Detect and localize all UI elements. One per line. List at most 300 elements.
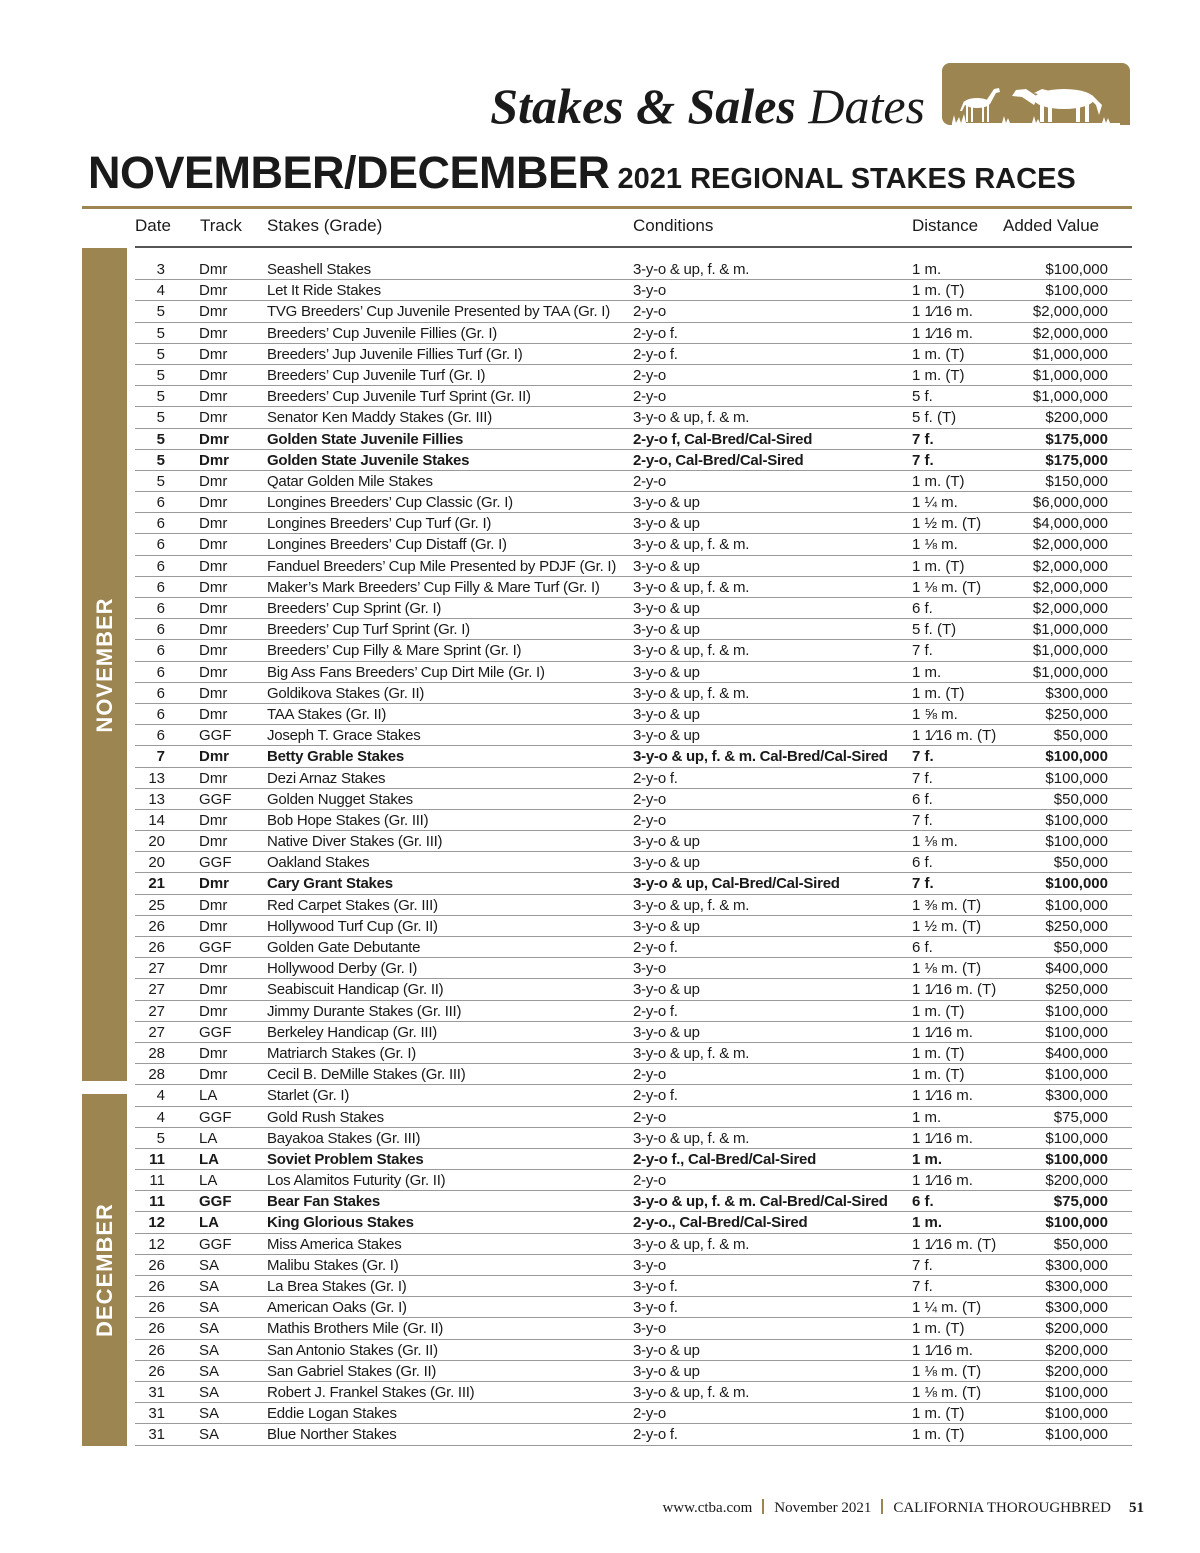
- race-conditions: 3-y-o & up, f. & m.: [633, 536, 750, 554]
- race-conditions: 3-y-o & up: [633, 705, 700, 723]
- race-added-value: $50,000: [1053, 939, 1108, 956]
- race-track: Dmr: [199, 684, 228, 702]
- race-stakes: Soviet Problem Stakes: [267, 1150, 424, 1168]
- race-conditions: 3-y-o & up: [633, 727, 700, 745]
- race-stakes: Seabiscuit Handicap (Gr. II): [267, 981, 444, 999]
- race-distance: 1 ⅝ m.: [912, 705, 958, 723]
- race-conditions: 2-y-o: [633, 388, 666, 406]
- race-distance: 6 f.: [912, 600, 933, 617]
- race-conditions: 3-y-o & up, f. & m.: [633, 578, 750, 596]
- race-conditions: 3-y-o & up, f. & m. Cal-Bred/Cal-Sired: [633, 748, 888, 766]
- table-row: [135, 746, 1132, 767]
- race-date: 6: [156, 705, 165, 723]
- race-stakes: Los Alamitos Futurity (Gr. II): [267, 1172, 446, 1190]
- race-conditions: 3-y-o & up: [633, 663, 700, 681]
- table-row: [135, 577, 1132, 598]
- race-track: Dmr: [199, 388, 228, 406]
- race-track: Dmr: [199, 642, 228, 660]
- table-row: [135, 1382, 1132, 1403]
- race-distance: 1 m.: [912, 1214, 943, 1232]
- race-date: 5: [156, 472, 165, 490]
- race-track: GGF: [199, 1193, 232, 1211]
- race-conditions: 3-y-o & up, f. & m.: [633, 684, 750, 702]
- section-title-normal: Dates: [808, 78, 925, 134]
- table-row: [135, 344, 1132, 365]
- race-added-value: $50,000: [1053, 854, 1108, 872]
- race-conditions: 3-y-o & up: [633, 1023, 700, 1041]
- race-distance: 1 m. (T): [912, 1066, 965, 1084]
- race-track: Dmr: [199, 1044, 228, 1062]
- race-track: Dmr: [199, 578, 228, 596]
- race-track: Dmr: [199, 409, 228, 427]
- footer-separator: [762, 1499, 764, 1514]
- month-band-december: [82, 1094, 127, 1446]
- race-distance: 1 ⅛ m. (T): [912, 578, 982, 596]
- race-track: GGF: [199, 939, 232, 956]
- race-distance: 7 f.: [912, 769, 933, 787]
- table-row: [135, 1361, 1132, 1382]
- race-track: Dmr: [199, 451, 230, 469]
- race-added-value: $100,000: [1045, 1150, 1108, 1168]
- race-date: 26: [148, 1256, 165, 1274]
- race-date: 31: [148, 1383, 165, 1401]
- race-date: 5: [156, 451, 165, 469]
- race-date: 5: [156, 430, 165, 448]
- race-date: 5: [156, 324, 165, 342]
- race-stakes: Breeders’ Cup Juvenile Fillies (Gr. I): [267, 324, 498, 342]
- col-header-added-value: Added Value: [1003, 216, 1100, 235]
- race-stakes: Malibu Stakes (Gr. I): [267, 1256, 399, 1274]
- table-row: [135, 1022, 1132, 1043]
- race-conditions: 2-y-o f.: [633, 324, 678, 342]
- race-stakes: Miss America Stakes: [267, 1235, 402, 1253]
- page-number: 51: [1129, 1500, 1144, 1516]
- race-track: Dmr: [199, 811, 228, 829]
- race-conditions: 2-y-o f.: [633, 1002, 678, 1020]
- race-distance: 1 ⅛ m.: [912, 536, 958, 554]
- race-added-value: $2,000,000: [1032, 536, 1108, 554]
- race-distance: 1 ⅛ m. (T): [912, 1362, 982, 1380]
- race-distance: 1 m. (T): [912, 557, 965, 575]
- race-added-value: $75,000: [1053, 1193, 1108, 1211]
- table-row: [135, 958, 1132, 979]
- table-row: [135, 640, 1132, 661]
- race-date: 6: [156, 494, 165, 512]
- race-track: Dmr: [199, 494, 228, 512]
- race-distance: 1 m. (T): [912, 1405, 965, 1423]
- race-added-value: $1,000,000: [1032, 345, 1108, 363]
- race-track: GGF: [199, 1023, 232, 1041]
- race-stakes: American Oaks (Gr. I): [267, 1299, 407, 1317]
- race-added-value: $100,000: [1045, 833, 1108, 851]
- race-stakes: Breeders’ Cup Sprint (Gr. I): [267, 600, 442, 617]
- race-stakes: Red Carpet Stakes (Gr. III): [267, 896, 438, 914]
- race-added-value: $2,000,000: [1032, 557, 1108, 575]
- race-date: 6: [156, 663, 165, 681]
- race-distance: 7 f.: [912, 748, 934, 766]
- race-distance: 1 m. (T): [912, 1002, 965, 1020]
- race-conditions: 3-y-o f.: [633, 1278, 678, 1295]
- race-stakes: Seashell Stakes: [267, 261, 371, 278]
- race-track: Dmr: [199, 1002, 228, 1020]
- race-track: SA: [199, 1362, 220, 1380]
- race-track: LA: [199, 1129, 218, 1147]
- race-added-value: $100,000: [1045, 748, 1108, 766]
- race-distance: 1 1⁄16 m. (T): [912, 727, 997, 745]
- race-conditions: 2-y-o: [633, 1108, 666, 1126]
- title-divider: [82, 206, 1132, 209]
- race-track: SA: [199, 1320, 220, 1338]
- page-heading: [88, 147, 1076, 199]
- race-track: Dmr: [199, 430, 230, 448]
- race-distance: 1 m. (T): [912, 1426, 965, 1444]
- col-header-date: Date: [135, 216, 171, 235]
- table-row: [135, 492, 1132, 513]
- race-distance: 6 f.: [912, 854, 933, 872]
- table-row: [135, 937, 1132, 958]
- race-added-value: $100,000: [1045, 1405, 1108, 1423]
- race-distance: 1 1⁄16 m.: [912, 1172, 973, 1190]
- race-distance: 1 m. (T): [912, 684, 965, 702]
- race-conditions: 2-y-o f.: [633, 345, 678, 363]
- race-added-value: $400,000: [1045, 960, 1108, 978]
- race-distance: 1 m. (T): [912, 282, 965, 300]
- race-stakes: Breeders’ Cup Turf Sprint (Gr. I): [267, 621, 470, 639]
- race-stakes: Hollywood Derby (Gr. I): [267, 960, 418, 978]
- race-added-value: $175,000: [1045, 451, 1108, 469]
- race-stakes: San Gabriel Stakes (Gr. II): [267, 1362, 437, 1380]
- race-added-value: $50,000: [1053, 727, 1108, 745]
- table-row: [135, 1424, 1132, 1445]
- race-added-value: $300,000: [1045, 684, 1108, 702]
- table-row: [135, 365, 1132, 386]
- race-distance: 1 m. (T): [912, 472, 965, 490]
- race-stakes: Qatar Golden Mile Stakes: [267, 472, 433, 490]
- race-conditions: 2-y-o., Cal-Bred/Cal-Sired: [633, 1214, 808, 1232]
- race-conditions: 3-y-o & up: [633, 494, 700, 512]
- race-stakes: Golden State Juvenile Fillies: [267, 430, 464, 448]
- race-distance: 1 1⁄16 m. (T): [912, 1235, 997, 1253]
- race-distance: 7 f.: [912, 451, 934, 469]
- race-date: 26: [148, 917, 165, 935]
- race-conditions: 2-y-o: [633, 1172, 666, 1190]
- race-date: 26: [148, 1341, 165, 1359]
- race-added-value: $200,000: [1045, 409, 1108, 427]
- race-track: LA: [199, 1150, 219, 1168]
- table-row: [135, 259, 1132, 280]
- race-added-value: $6,000,000: [1032, 494, 1108, 512]
- race-stakes: Breeders’ Jup Juvenile Fillies Turf (Gr. I): [267, 345, 523, 363]
- race-conditions: 3-y-o & up: [633, 1362, 700, 1380]
- race-added-value: $200,000: [1045, 1172, 1108, 1190]
- table-row: [135, 1107, 1132, 1128]
- col-header-conditions: Conditions: [633, 216, 714, 235]
- race-distance: 7 f.: [912, 642, 933, 660]
- col-header-stakes: Stakes (Grade): [267, 216, 383, 235]
- race-distance: 5 f.: [912, 388, 933, 406]
- race-date: 27: [148, 1002, 165, 1020]
- race-added-value: $100,000: [1045, 261, 1108, 278]
- race-stakes: La Brea Stakes (Gr. I): [267, 1278, 407, 1295]
- race-stakes: Robert J. Frankel Stakes (Gr. III): [267, 1383, 475, 1401]
- race-distance: 1 m.: [912, 1108, 942, 1126]
- race-date: 4: [156, 1108, 165, 1126]
- race-added-value: $200,000: [1045, 1320, 1108, 1338]
- race-distance: 1 m. (T): [912, 366, 965, 384]
- race-date: 6: [156, 515, 165, 533]
- race-stakes: Golden Nugget Stakes: [267, 790, 413, 808]
- race-track: Dmr: [199, 705, 228, 723]
- race-added-value: $250,000: [1045, 981, 1108, 999]
- race-stakes: Starlet (Gr. I): [267, 1087, 350, 1105]
- table-row: [135, 1064, 1132, 1085]
- race-distance: 5 f. (T): [912, 621, 957, 639]
- race-added-value: $50,000: [1053, 1235, 1108, 1253]
- race-conditions: 2-y-o: [633, 366, 666, 384]
- section-title-bold: Stakes & Sales: [490, 78, 796, 134]
- race-date: 5: [156, 366, 165, 384]
- race-distance: 1 1⁄16 m.: [912, 1023, 973, 1041]
- race-track: Dmr: [199, 303, 228, 321]
- race-added-value: $400,000: [1045, 1044, 1108, 1062]
- race-date: 6: [156, 642, 165, 660]
- race-track: Dmr: [199, 769, 228, 787]
- race-conditions: 2-y-o: [633, 303, 666, 321]
- race-distance: 1 ¼ m. (T): [912, 1299, 982, 1317]
- race-conditions: 2-y-o f.: [633, 769, 678, 787]
- table-row: [135, 1234, 1132, 1255]
- race-distance: 1 m. (T): [912, 1044, 965, 1062]
- horses-logo-icon: [942, 63, 1130, 125]
- race-date: 5: [156, 388, 165, 406]
- table-row: [135, 1318, 1132, 1339]
- race-date: 5: [156, 1129, 165, 1147]
- race-date: 6: [156, 684, 165, 702]
- race-stakes: Blue Norther Stakes: [267, 1426, 397, 1444]
- race-track: Dmr: [199, 621, 228, 639]
- race-distance: 7 f.: [912, 430, 934, 448]
- race-track: LA: [199, 1087, 218, 1105]
- race-distance: 1 1⁄16 m. (T): [912, 981, 997, 999]
- race-added-value: $100,000: [1045, 1002, 1108, 1020]
- race-stakes: King Glorious Stakes: [267, 1214, 414, 1232]
- race-added-value: $300,000: [1045, 1278, 1108, 1295]
- table-row: [135, 725, 1132, 746]
- race-track: Dmr: [199, 515, 228, 533]
- footer-separator: [881, 1499, 883, 1514]
- race-conditions: 3-y-o & up: [633, 981, 700, 999]
- race-track: Dmr: [199, 748, 230, 766]
- race-track: Dmr: [199, 472, 228, 490]
- race-date: 27: [148, 1023, 165, 1041]
- race-track: SA: [199, 1341, 220, 1359]
- race-distance: 1 ⅛ m.: [912, 833, 958, 851]
- race-added-value: $100,000: [1045, 875, 1108, 893]
- table-row: [135, 301, 1132, 322]
- race-date: 13: [148, 790, 165, 808]
- race-date: 6: [156, 557, 165, 575]
- table-row: [135, 323, 1132, 344]
- race-stakes: Bob Hope Stakes (Gr. III): [267, 811, 429, 829]
- race-date: 31: [148, 1405, 165, 1423]
- race-date: 11: [149, 1150, 165, 1168]
- race-distance: 6 f.: [912, 790, 933, 808]
- race-conditions: 3-y-o & up: [633, 600, 700, 617]
- page-heading-sub: 2021 REGIONAL STAKES RACES: [617, 163, 1076, 195]
- race-added-value: $175,000: [1045, 430, 1108, 448]
- race-added-value: $2,000,000: [1032, 578, 1108, 596]
- table-row: [135, 1212, 1132, 1233]
- race-stakes: Goldikova Stakes (Gr. II): [267, 684, 425, 702]
- table-row: [135, 1340, 1132, 1361]
- race-added-value: $100,000: [1045, 1023, 1108, 1041]
- race-distance: 1 ¼ m.: [912, 494, 958, 512]
- race-track: Dmr: [199, 536, 228, 554]
- header-divider: [135, 246, 1132, 248]
- table-row: [135, 683, 1132, 704]
- race-stakes: Cecil B. DeMille Stakes (Gr. III): [267, 1066, 466, 1084]
- race-stakes: Jimmy Durante Stakes (Gr. III): [267, 1002, 462, 1020]
- race-date: 26: [148, 1320, 165, 1338]
- table-row: [135, 704, 1132, 725]
- table-row: [135, 895, 1132, 916]
- race-conditions: 2-y-o, Cal-Bred/Cal-Sired: [633, 451, 804, 469]
- month-band-november: [82, 248, 127, 1081]
- race-date: 26: [148, 939, 165, 956]
- table-row: [135, 471, 1132, 492]
- race-distance: 1 ⅜ m. (T): [912, 896, 982, 914]
- race-conditions: 3-y-o & up: [633, 621, 700, 639]
- race-stakes: Bayakoa Stakes (Gr. III): [267, 1129, 421, 1147]
- race-distance: 1 1⁄16 m.: [912, 1129, 973, 1147]
- table-row: [135, 768, 1132, 789]
- race-stakes: Gold Rush Stakes: [267, 1108, 384, 1126]
- race-added-value: $300,000: [1045, 1256, 1108, 1274]
- race-conditions: 3-y-o f.: [633, 1299, 678, 1317]
- race-stakes: Betty Grable Stakes: [267, 748, 404, 766]
- race-track: Dmr: [199, 960, 228, 978]
- race-conditions: 3-y-o & up, f. & m.: [633, 1235, 750, 1253]
- race-distance: 1 ½ m. (T): [912, 917, 982, 935]
- table-row: [135, 407, 1132, 428]
- race-stakes: Oakland Stakes: [267, 854, 370, 872]
- race-added-value: $75,000: [1053, 1108, 1108, 1126]
- race-distance: 1 1⁄16 m.: [912, 1341, 973, 1359]
- race-stakes: Golden State Juvenile Stakes: [267, 451, 470, 469]
- table-row: [135, 852, 1132, 873]
- page-footer: [662, 1499, 1144, 1517]
- race-date: 31: [148, 1426, 165, 1444]
- table-row: [135, 1276, 1132, 1297]
- footer-website: www.ctba.com: [662, 1500, 753, 1516]
- race-stakes: Native Diver Stakes (Gr. III): [267, 833, 443, 851]
- race-conditions: 3-y-o: [633, 282, 666, 300]
- race-date: 13: [148, 769, 165, 787]
- race-track: Dmr: [199, 917, 228, 935]
- race-track: LA: [199, 1214, 219, 1232]
- table-row: [135, 386, 1132, 407]
- race-date: 25: [148, 896, 165, 914]
- race-conditions: 2-y-o f.: [633, 1426, 678, 1444]
- footer-publication: CALIFORNIA THOROUGHBRED: [893, 1500, 1111, 1516]
- table-row: [135, 1085, 1132, 1106]
- table-row: [135, 619, 1132, 640]
- race-conditions: 3-y-o & up, f. & m.: [633, 261, 750, 278]
- race-stakes: Longines Breeders’ Cup Distaff (Gr. I): [267, 536, 507, 554]
- race-track: Dmr: [199, 663, 228, 681]
- table-row: [135, 598, 1132, 619]
- race-conditions: 2-y-o: [633, 1405, 666, 1423]
- race-track: GGF: [199, 1235, 232, 1253]
- race-date: 6: [156, 600, 165, 617]
- race-date: 6: [156, 536, 165, 554]
- race-date: 20: [148, 854, 165, 872]
- race-date: 27: [148, 960, 165, 978]
- race-added-value: $4,000,000: [1032, 515, 1108, 533]
- race-added-value: $2,000,000: [1032, 324, 1108, 342]
- table-row: [135, 1001, 1132, 1022]
- race-date: 4: [156, 282, 165, 300]
- race-stakes: Let It Ride Stakes: [267, 282, 381, 300]
- race-stakes: Big Ass Fans Breeders’ Cup Dirt Mile (Gr. I): [267, 663, 545, 681]
- race-conditions: 2-y-o f.: [633, 1087, 678, 1105]
- race-added-value: $100,000: [1045, 1066, 1108, 1084]
- table-row: [135, 450, 1132, 471]
- race-stakes: Longines Breeders’ Cup Classic (Gr. I): [267, 494, 513, 512]
- race-date: 3: [156, 261, 165, 278]
- race-conditions: 3-y-o & up: [633, 917, 700, 935]
- race-date: 26: [148, 1362, 165, 1380]
- race-added-value: $100,000: [1045, 811, 1108, 829]
- race-distance: 1 1⁄16 m.: [912, 303, 973, 321]
- race-added-value: $250,000: [1045, 917, 1108, 935]
- race-stakes: Golden Gate Debutante: [267, 939, 421, 956]
- race-date: 27: [148, 981, 165, 999]
- footer-issue: November 2021: [774, 1500, 872, 1516]
- race-added-value: $1,000,000: [1032, 663, 1108, 681]
- table-row: [135, 1403, 1132, 1424]
- table-row: [135, 810, 1132, 831]
- table-row: [135, 916, 1132, 937]
- table-row: [135, 1297, 1132, 1318]
- race-distance: 7 f.: [912, 1256, 933, 1274]
- race-track: Dmr: [199, 261, 228, 278]
- race-track: SA: [199, 1278, 220, 1295]
- race-track: Dmr: [199, 896, 228, 914]
- table-row: [135, 873, 1132, 894]
- race-conditions: 3-y-o & up, f. & m.: [633, 1044, 750, 1062]
- race-distance: 6 f.: [912, 939, 933, 956]
- race-stakes: Dezi Arnaz Stakes: [267, 769, 386, 787]
- race-conditions: 3-y-o & up: [633, 1341, 700, 1359]
- race-track: Dmr: [199, 833, 228, 851]
- race-conditions: 3-y-o: [633, 1320, 666, 1338]
- race-conditions: 2-y-o: [633, 1066, 666, 1084]
- col-header-distance: Distance: [912, 216, 979, 235]
- section-title: [490, 76, 925, 136]
- race-track: SA: [199, 1256, 220, 1274]
- race-stakes: Hollywood Turf Cup (Gr. II): [267, 917, 438, 935]
- race-stakes: Berkeley Handicap (Gr. III): [267, 1023, 437, 1041]
- race-stakes: TVG Breeders’ Cup Juvenile Presented by TAA (Gr. I): [267, 303, 610, 321]
- race-date: 5: [156, 303, 165, 321]
- race-stakes: Maker’s Mark Breeders’ Cup Filly & Mare Turf (Gr. I): [267, 578, 600, 596]
- race-track: Dmr: [199, 875, 230, 893]
- table-row: [135, 1170, 1132, 1191]
- race-date: 26: [148, 1278, 165, 1295]
- race-date: 28: [148, 1066, 165, 1084]
- race-stakes: Matriarch Stakes (Gr. I): [267, 1044, 417, 1062]
